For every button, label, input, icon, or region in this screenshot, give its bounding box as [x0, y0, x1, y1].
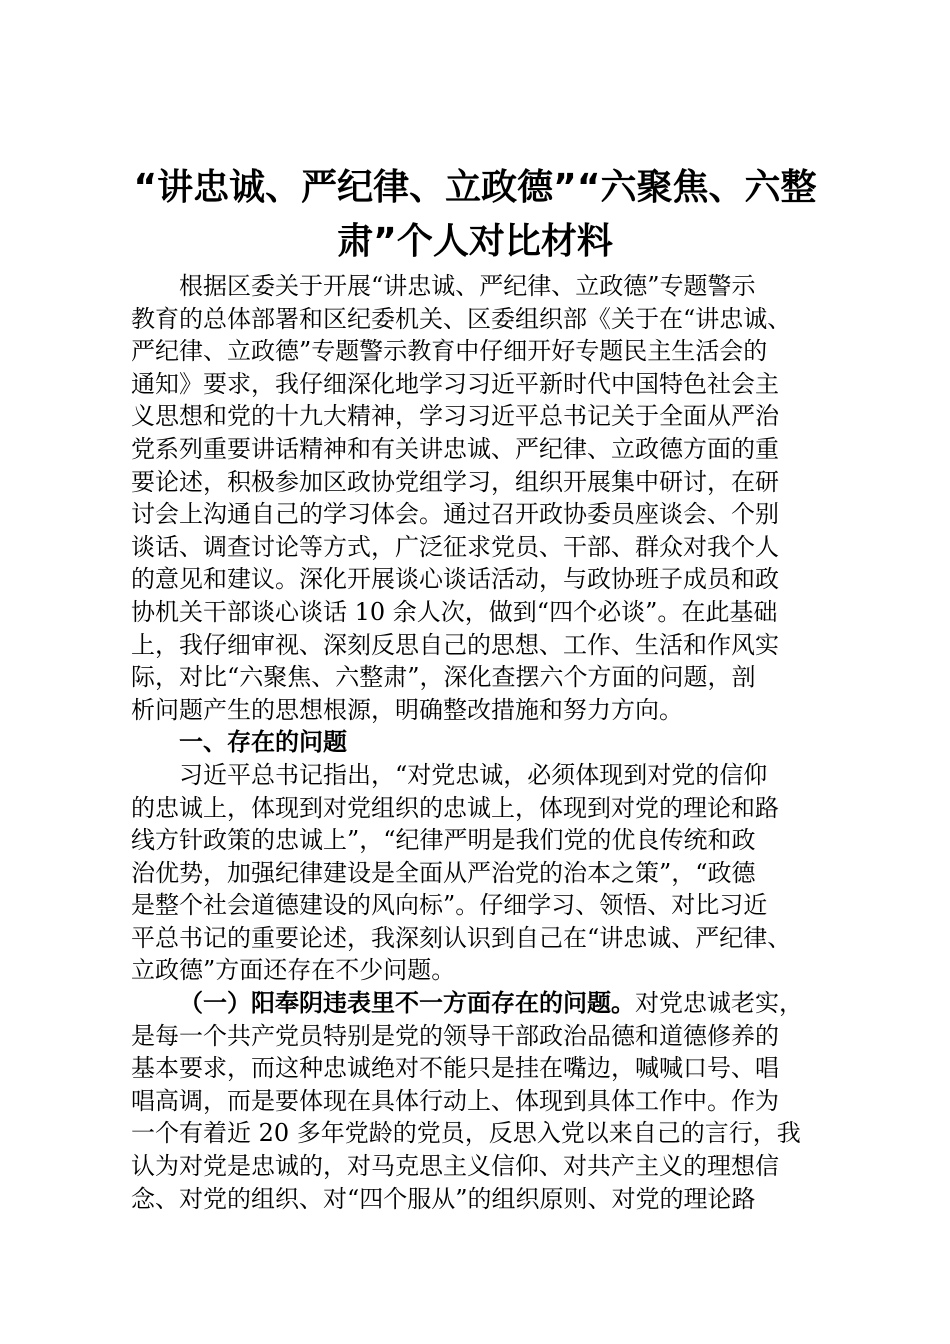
document-title-line-1: “讲忠诚、严纪律、立政德”“六聚焦、六整	[133, 167, 817, 208]
paragraph-line: 的忠诚上，体现到对党组织的忠诚上，体现到对党的理论和路	[131, 793, 779, 822]
paragraph-line: 党系列重要讲话精神和有关讲忠诚、严纪律、立政德方面的重	[131, 434, 779, 463]
paragraph-line: 平总书记的重要论述，我深刻认识到自己在“讲忠诚、严纪律、	[131, 923, 792, 952]
paragraph-line: 际，对比“六聚焦、六整肃”，深化查摆六个方面的问题，剖	[131, 663, 756, 692]
paragraph-line: 讨会上沟通自己的学习体会。通过召开政协委员座谈会、个别	[131, 500, 779, 529]
subsection-heading: （一）阳奉阴违表里不一方面存在的问题。	[179, 989, 635, 1018]
paragraph-line: 析问题产生的思想根源，明确整改措施和努力方向。	[131, 695, 683, 724]
paragraph-line: 是每一个共产党员特别是党的领导干部政治品德和道德修养的	[131, 1021, 779, 1050]
paragraph-line: 念、对党的组织、对“四个服从”的组织原则、对党的理论路	[131, 1184, 756, 1213]
paragraph-line: 要论述，积极参加区政协党组学习，组织开展集中研讨，在研	[131, 467, 779, 496]
paragraph-text: 对党忠诚老实，	[635, 989, 803, 1018]
paragraph-line: 通知》要求，我仔细深化地学习习近平新时代中国特色社会主	[131, 369, 779, 398]
paragraph-line: 严纪律、立政德”专题警示教育中仔细开好专题民主生活会的	[131, 337, 768, 366]
paragraph-line: 基本要求，而这种忠诚绝对不能只是挂在嘴边，喊喊口号、唱	[131, 1054, 779, 1083]
section-heading: 一、存在的问题	[179, 728, 347, 757]
paragraph-section-one	[131, 987, 851, 1215]
paragraph-line: 协机关干部谈心谈话 10 余人次，做到“四个必谈”。在此基础	[131, 597, 778, 626]
paragraph-line: 义思想和党的十九大精神，学习习近平总书记关于全面从严治	[131, 402, 779, 431]
document-title-line-2: 肃”个人对比材料	[337, 221, 613, 262]
paragraph-line: 治优势，加强纪律建设是全面从严治党的治本之策”，“政德	[131, 858, 756, 887]
paragraph-line: 认为对党是忠诚的，对马克思主义信仰、对共产主义的理想信	[131, 1152, 779, 1181]
paragraph-quotes	[131, 759, 851, 987]
paragraph-line: 上，我仔细审视、深刻反思自己的思想、工作、生活和作风实	[131, 630, 779, 659]
paragraph-line: 立政德”方面还存在不少问题。	[131, 956, 456, 985]
paragraph-line: 谈话、调查讨论等方式，广泛征求党员、干部、群众对我个人	[131, 532, 779, 561]
paragraph-line: 习近平总书记指出，“对党忠诚，必须体现到对党的信仰	[179, 760, 768, 789]
document-body	[131, 270, 851, 1215]
paragraph-intro	[131, 270, 851, 726]
paragraph-line: 根据区委关于开展“讲忠诚、严纪律、立政德”专题警示	[179, 272, 756, 300]
paragraph-line: 是整个社会道德建设的风向标”。仔细学习、领悟、对比习近	[131, 891, 768, 920]
paragraph-line: 一个有着近 20 多年党龄的党员，反思入党以来自己的言行，我	[131, 1119, 801, 1148]
paragraph-line: 教育的总体部署和区纪委机关、区委组织部《关于在“讲忠诚、	[131, 304, 792, 333]
paragraph-line: 线方针政策的忠诚上”，“纪律严明是我们党的优良传统和政	[131, 826, 756, 855]
paragraph-line: 的意见和建议。深化开展谈心谈话活动，与政协班子成员和政	[131, 565, 779, 594]
paragraph-line: 唱高调，而是要体现在具体行动上、体现到具体工作中。作为	[131, 1086, 779, 1115]
paragraph-line	[131, 987, 851, 1020]
